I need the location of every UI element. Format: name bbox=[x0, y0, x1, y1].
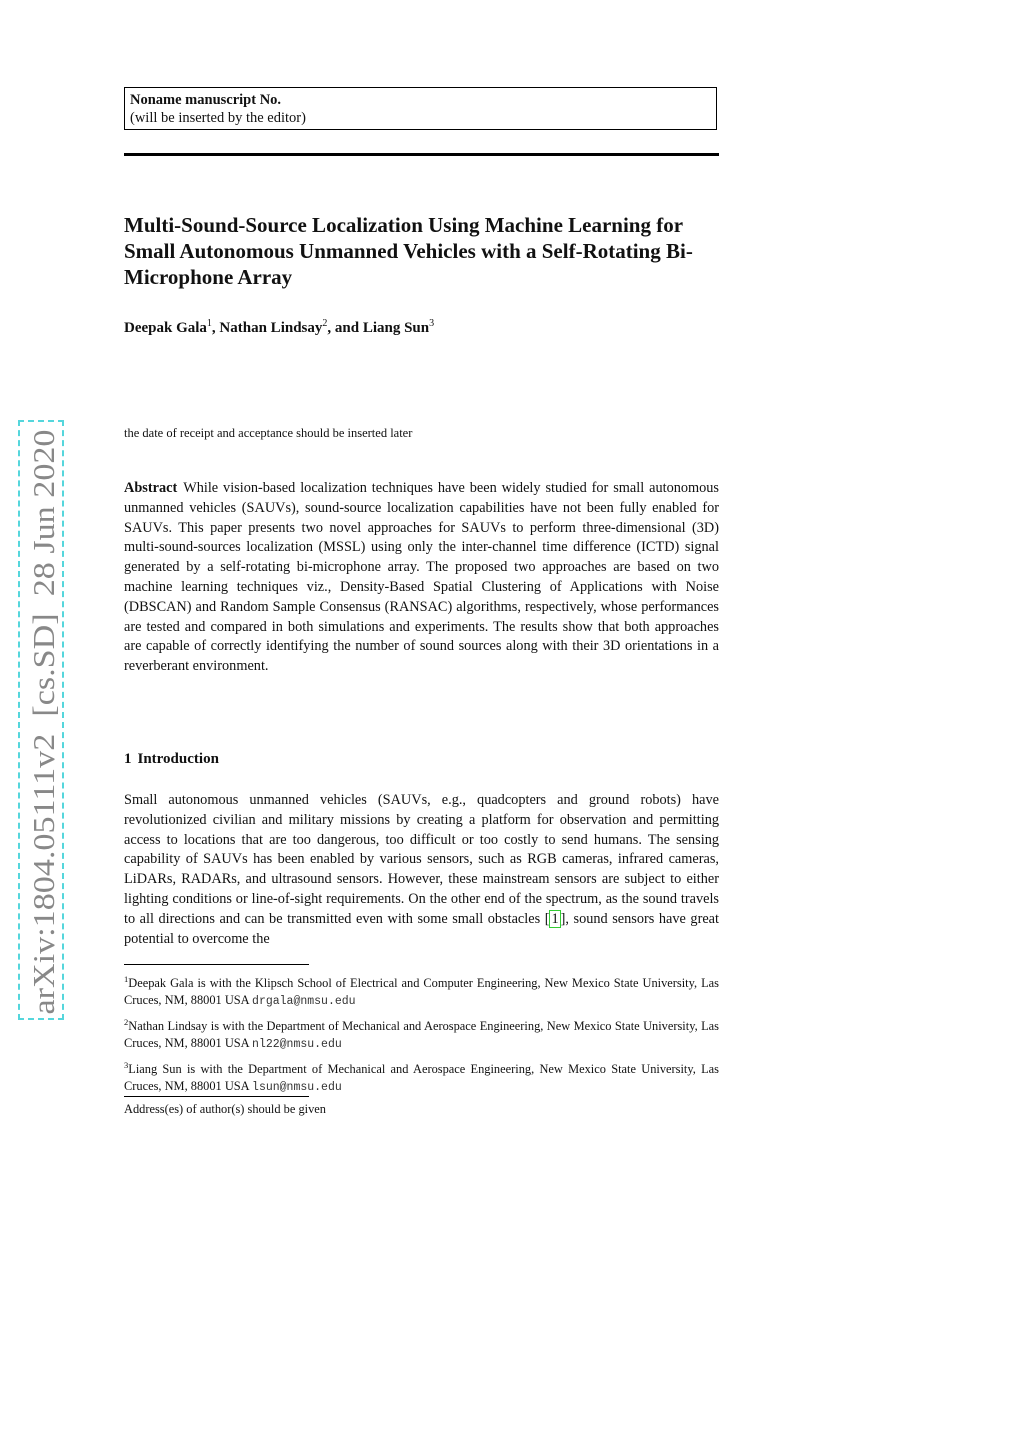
author-separator: , and bbox=[327, 320, 363, 336]
arxiv-identifier-text: arXiv:1804.05111v2 [cs.SD] 28 Jun 2020 bbox=[26, 482, 61, 1015]
abstract-label: Abstract bbox=[124, 480, 178, 496]
arxiv-stamp-graphic bbox=[20, 422, 66, 1022]
author-affiliation-mark: 2 bbox=[322, 318, 328, 329]
author-affiliation-mark: 1 bbox=[206, 318, 212, 329]
footnote bbox=[124, 1014, 719, 1053]
author-email-link[interactable]: drgala@nmsu.edu bbox=[252, 994, 356, 1008]
author-email-link[interactable]: nl22@nmsu.edu bbox=[252, 1037, 342, 1051]
author-separator: , bbox=[211, 320, 220, 336]
header-rule bbox=[124, 153, 719, 156]
intro-text: Small autonomous unmanned vehicles (SAUVs, e.g., quadcopters and ground robots) have revolutionized civilian and military missions by creating a platform for observation and permitting access to locations that are too dangerous, too difficult or too costly to send humans. The sensing capability of SAUVs has been enabled by various sensors, such as RGB cameras, infrared cameras, LiDARs, RADARs, and ultrasound sensors. However, these mainstream sensors are subject to either lighting conditions or line-of-sight requirements. On the other end of the spectrum, as the sound travels to all directions and can be transmitted even with some small obstacles [ bbox=[124, 792, 719, 927]
author-list bbox=[124, 318, 719, 337]
address-note: Address(es) of author(s) should be given bbox=[124, 1102, 326, 1116]
section-title: Introduction bbox=[137, 751, 219, 767]
footnote-mark: 1 bbox=[124, 974, 129, 984]
date-note: the date of receipt and acceptance should be inserted later bbox=[124, 426, 413, 440]
citation-link[interactable]: 1 bbox=[551, 910, 559, 927]
paper-title: Multi-Sound-Source Localization Using Machine Learning for Small Autonomous Unmanned Vehicles with a Self-Rotating Bi-Microphone Array bbox=[124, 213, 693, 289]
abstract bbox=[124, 479, 719, 677]
section-number: 1 bbox=[124, 751, 132, 767]
footnote bbox=[124, 1057, 719, 1096]
author-name: Liang Sun bbox=[362, 320, 430, 336]
author-name: Nathan Lindsay bbox=[219, 320, 323, 336]
footnote bbox=[124, 971, 719, 1010]
footnote-text: Deepak Gala is with the Klipsch School of Electrical and Computer Engineering, New Mexico State University, Las Cruces, NM, 88001 USA bbox=[124, 976, 719, 1007]
footnote-mark: 2 bbox=[124, 1017, 129, 1027]
intro-paragraph bbox=[124, 791, 719, 949]
author-name: Deepak Gala bbox=[124, 320, 207, 336]
author-affiliation-mark: 3 bbox=[429, 318, 435, 329]
author-email-link[interactable]: lsun@nmsu.edu bbox=[252, 1080, 342, 1094]
arxiv-identifier-stamp[interactable] bbox=[18, 420, 64, 1020]
manuscript-number-label: Noname manuscript No. bbox=[130, 92, 282, 108]
intro-text-continued: ], sound sensors have great potential to overcome the bbox=[124, 910, 719, 947]
footnote-text: Nathan Lindsay is with the Department of Mechanical and Aerospace Engineering, New Mexico State University, Las Cruces, NM, 88001 USA bbox=[124, 1019, 719, 1050]
manuscript-notice-box bbox=[124, 87, 717, 130]
address-rule bbox=[124, 1096, 309, 1097]
footnote-mark: 3 bbox=[124, 1060, 129, 1070]
footnote-rule bbox=[124, 964, 309, 965]
section-heading bbox=[124, 751, 719, 768]
abstract-text: While vision-based localization techniques have been widely studied for small autonomous unmanned vehicles (SAUVs), sound-source localization capabilities have not been fully enabled for SAUVs. This paper presents two novel approaches for SAUVs to perform three-dimensional (3D) multi-sound-sources localization (MSSL) using only the inter-channel time difference (ICTD) signal generated by a self-rotating bi-microphone array. The proposed two approaches are based on two machine learning techniques viz., Density-Based Spatial Clustering of Applications with Noise (DBSCAN) and Random Sample Consensus (RANSAC) algorithms, respectively, whose performances are tested and compared in both simulations and experiments. The results show that both approaches are capable of correctly identifying the number of sound sources along with their 3D orientations in a reverberant environment. bbox=[124, 480, 719, 675]
footnote-text: Liang Sun is with the Department of Mechanical and Aerospace Engineering, New Mexico State University, Las Cruces, NM, 88001 USA bbox=[124, 1062, 719, 1093]
editor-insert-note: (will be inserted by the editor) bbox=[130, 110, 306, 126]
